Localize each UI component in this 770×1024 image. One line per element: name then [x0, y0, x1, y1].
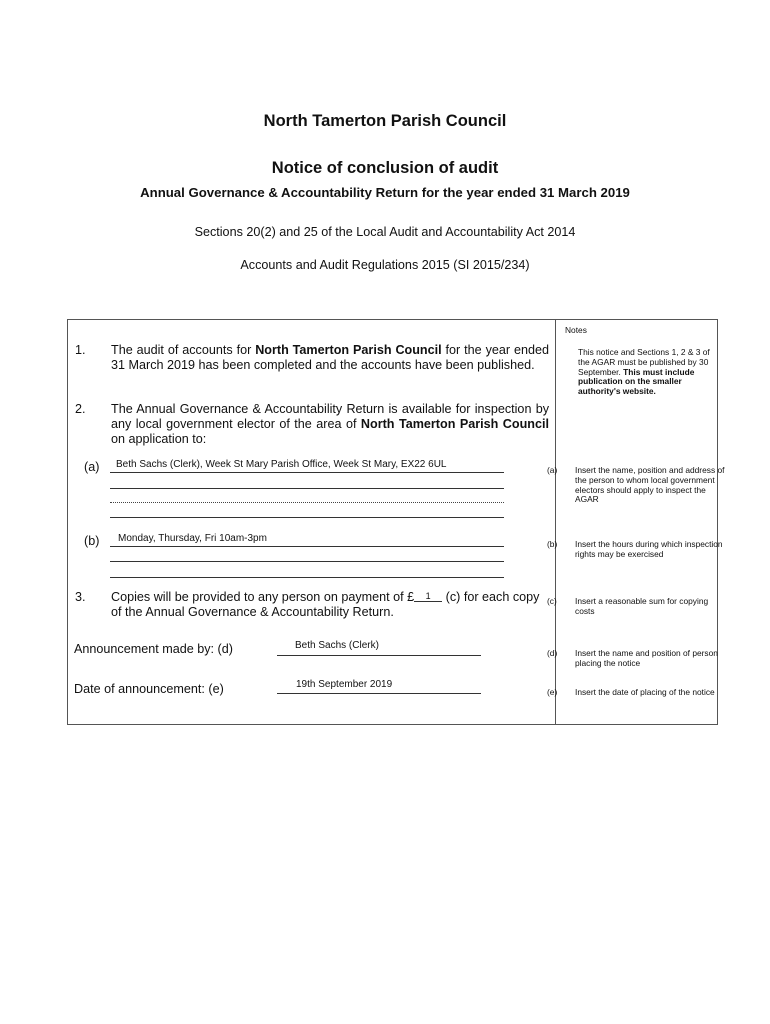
field-a-line-4 — [110, 517, 504, 518]
field-a-line-1 — [110, 472, 504, 473]
statute-reference: Sections 20(2) and 25 of the Local Audit and Accountability Act 2014 — [194, 225, 576, 239]
field-b-line-2 — [110, 561, 504, 562]
notice-subtitle: Annual Governance & Accountability Return for the year ended 31 March 2019 — [140, 185, 630, 200]
field-a-label: (a) — [84, 460, 100, 474]
date-line — [277, 693, 481, 694]
item-2-number: 2. — [75, 402, 86, 416]
regulations-reference: Accounts and Audit Regulations 2015 (SI 2015/234) — [240, 258, 530, 272]
field-a-line-2 — [110, 488, 504, 489]
field-a-value[interactable]: Beth Sachs (Clerk), Week St Mary Parish Office, Week St Mary, EX22 6UL — [116, 459, 447, 470]
date-value[interactable]: 19th September 2019 — [296, 679, 393, 690]
field-b-line-1 — [110, 546, 504, 547]
note-a: (a) Insert the name, position and address of the person to whom local government electors should apply to inspect the AGAR — [547, 465, 725, 505]
note-d: (d) Insert the name and position of person placing the notice — [547, 648, 718, 668]
item-2-text: The Annual Governance & Accountability Return is available for inspection by any local government elector of the area of North Tamerton Parish Council on application to: — [111, 402, 549, 446]
item-1-text: The audit of accounts for North Tamerton Parish Council for the year ended 31 March 2019 has been completed and the accounts have been published. — [111, 343, 549, 372]
field-b-value[interactable]: Monday, Thursday, Fri 10am-3pm — [118, 533, 267, 544]
announcement-label: Announcement made by: (d) — [74, 642, 233, 656]
item-3-number: 3. — [75, 590, 86, 604]
announcement-line — [277, 655, 481, 656]
field-b-line-3 — [110, 577, 504, 578]
item-3-text: Copies will be provided to any person on payment of £ 1 (c) for each copy of the Annual Governance & Accountability Return. — [111, 590, 540, 619]
notes-heading: Notes — [565, 325, 587, 335]
note-e: (e) Insert the date of placing of the notice — [547, 687, 715, 697]
notes-intro: This notice and Sections 1, 2 & 3 of the AGAR must be published by 30 September. This must include publication on the smaller authority's website. — [578, 347, 710, 397]
copy-sum-field[interactable]: 1 — [414, 591, 442, 602]
council-name-inline: North Tamerton Parish Council — [360, 417, 549, 431]
council-name-inline: North Tamerton Parish Council — [255, 343, 442, 357]
note-c: (c) Insert a reasonable sum for copying costs — [547, 596, 709, 616]
announcement-value[interactable]: Beth Sachs (Clerk) — [295, 640, 379, 651]
field-b-label: (b) — [84, 534, 100, 548]
item-1-number: 1. — [75, 343, 86, 357]
date-label: Date of announcement: (e) — [74, 682, 224, 696]
council-name: North Tamerton Parish Council — [263, 112, 507, 130]
field-a-line-3 — [110, 502, 504, 503]
notes-divider — [555, 319, 556, 725]
note-b: (b) Insert the hours during which inspection rights may be exercised — [547, 539, 723, 559]
notice-title: Notice of conclusion of audit — [271, 159, 499, 177]
